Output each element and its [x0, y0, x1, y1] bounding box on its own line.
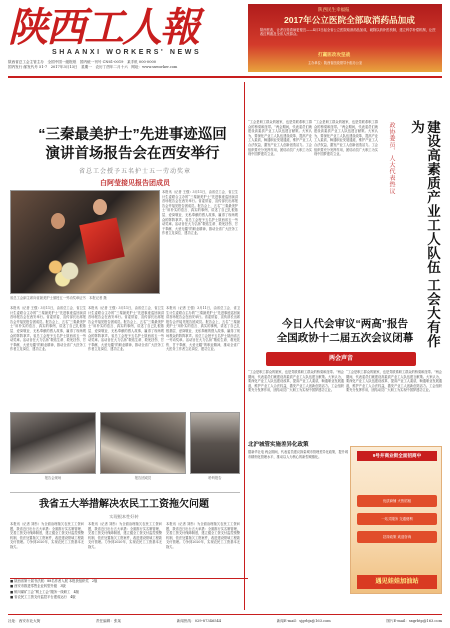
footer-phone: 新闻热线：029-87346544 — [176, 619, 222, 623]
mid-body-col3: 本报讯（记者 刘彤）为全面治理拖欠农民工工资问题，我省近日出台五大举措：全面推行实名制管理，完善工资支付保障制度，建立健全工资支付监控预警机制，依法处置拖欠工资案件，改进建设领域工程款支付管理。力争到2020年，实现农民工工资基本无拖欠。 — [166, 522, 240, 549]
lead-photo[interactable] — [10, 190, 160, 294]
section-divider — [10, 492, 240, 493]
mid-headline[interactable]: 我省五大举措解决农民工工资拖欠问题 — [39, 499, 209, 510]
lead-headline-line1: “三秦最美护士”先进事迹巡回 — [38, 127, 227, 143]
lead-subhead: 省总工会授予五名护士五一劳动奖章 — [78, 168, 191, 175]
right-body-col2: “工会是职工群众的娘家，也是党联系职工群众的桥梁和纽带。”两会期间，代表委员们就建设高素质产业工人队伍建言献策。大家认为，要深化产业工人队伍建设改革，提高产业工人素质，畅通职业发展通道，维护产业工人合法权益，激发产业工人创新创造活力。工会组织要充分发挥作用，团结动员广大职工为实现中国梦建功立业。 — [346, 370, 442, 393]
flower-bouquet — [41, 251, 89, 291]
index-item[interactable]: ■ 陕西省第十届书法展：88名作者入展 本报获组织奖 2版 — [10, 579, 98, 583]
index-item[interactable]: ■ 省农民工工资支付监控平台建成运行 4版 — [10, 595, 76, 600]
masthead-info — [8, 60, 240, 70]
lead-body-col2: 本报讯（记者 王强）3月11日，由省总工会、省卫生计生委联合主办的“三秦最美护士”先进事迹巡回演讲首场报告会在西安举行。省委常委、宣传部长出席报告会并接见报告团成员。报告会上，五名“三秦最美护士”用朴实的语言、真实的事例，讲述了自己扎根基层、爱岗敬业、无私奉献的感人故事，赢得了现场观众的阵阵掌声。省总工会授予五名护士陕西省五一劳动奖章。活动旨在大力弘扬“敬佑生命、救死扶伤、甘于奉献、大爱无疆”的职业精神，推动全省广大医务工作者立足岗位、建功立业。 — [88, 306, 164, 352]
masthead-info-line1: 陕西省总工会主管主办 全国中国一级报纸 国内统一刊号 CN61-0019 某手机 000·0000 — [8, 60, 157, 64]
page-footer — [8, 614, 442, 627]
column-divider — [244, 82, 245, 610]
event-photo-1[interactable] — [10, 412, 96, 474]
mid-subhead: 实现根本性好转 — [109, 514, 139, 519]
ad-slogan: 打赢医改攻坚战 — [318, 52, 351, 57]
photo-caption-2: 报告团成员 — [134, 476, 152, 480]
poster-row: 优质商铺 火热招租 — [357, 495, 437, 507]
person-face — [51, 213, 65, 229]
lead-headline[interactable] — [30, 126, 235, 164]
lead-photo-caption: 省总工会副主席向省最美护士颁授五一劳动奖章证书 本报记者 摄 — [10, 296, 107, 300]
masthead-info-line2: 国内发行 邮发代号 51-7 2017年3月13日 星期一 农历丁酉年二月十六 网址：www.sxworker.com — [8, 65, 178, 69]
lead-subhead2: 白阿莹接见报告团成员 — [100, 178, 170, 187]
photo-caption-1: 报告会现场 — [44, 476, 62, 480]
mid-body-col1: 本报讯（记者 刘彤）为全面治理拖欠农民工工资问题，我省近日出台五大举措：全面推行实名制管理，完善工资支付保障制度，建立健全工资支付监控预警机制，依法处置拖欠工资案件，改进建设领域工程款支付管理。力争到2020年，实现农民工工资基本无拖欠。 — [10, 522, 84, 549]
commercial-poster-ad[interactable] — [350, 446, 442, 594]
footer-email-news[interactable]: 新闻E-mail：sjgrbjz@163.com — [276, 619, 331, 623]
event-photo-3[interactable] — [190, 412, 240, 474]
newspaper-logo-english: SHAANXI WORKERS' NEWS — [52, 49, 202, 56]
right-news[interactable] — [248, 440, 348, 558]
lead-body-col3: 本报讯（记者 王强）3月11日，由省总工会、省卫生计生委联合主办的“三秦最美护士”先进事迹巡回演讲首场报告会在西安举行。省委常委、宣传部长出席报告会并接见报告团成员。报告会上，五名“三秦最美护士”用朴实的语言、真实的事例，讲述了自己扎根基层、爱岗敬业、无私奉献的感人故事，赢得了现场观众的阵阵掌声。省总工会授予五名护士陕西省五一劳动奖章。活动旨在大力弘扬“敬佑生命、救死扶伤、甘于奉献、大爱无疆”的职业精神，推动全省广大医务工作者立足岗位、建功立业。 — [166, 306, 240, 352]
page-index — [10, 578, 248, 612]
lead-body-col1: 本报讯（记者 王强）3月11日，由省总工会、省卫生计生委联合主办的“三秦最美护士”先进事迹巡回演讲首场报告会在西安举行。省委常委、宣传部长出席报告会并接见报告团成员。报告会上，五名“三秦最美护士”用朴实的语言、真实的事例，讲述了自己扎根基层、爱岗敬业、无私奉献的感人故事，赢得了现场观众的阵阵掌声。省总工会授予五名护士陕西省五一劳动奖章。活动旨在大力弘扬“敬佑生命、救死扶伤、甘于奉献、大爱无疆”的职业精神，推动全省广大医务工作者立足岗位、建功立业。 — [10, 306, 86, 352]
lead-headline-line2: 演讲首场报告会在西安举行 — [45, 146, 220, 162]
mid-body-col2: 本报讯（记者 刘彤）为全面治理拖欠农民工工资问题，我省近日出台五大举措：全面推行实名制管理，完善工资支付保障制度，建立健全工资支付监控预警机制，依法处置拖欠工资案件，改进建设领域工程款支付管理。力争到2020年，实现农民工工资基本无拖欠。 — [88, 522, 162, 549]
vertical-story-subtitle: 政协委员、人大代表热议 — [388, 122, 395, 195]
masthead-divider — [8, 76, 442, 78]
person-face — [93, 199, 107, 215]
index-item[interactable]: ■ 西安市推进零售企业转型升级 3版 — [10, 584, 66, 589]
vertical-story-title[interactable]: 建设高素质产业工人队伍 工会大有作为 — [409, 120, 440, 349]
poster-slogan: 遇见娃娃加油站 — [357, 575, 437, 589]
poster-row: 一站式服务 交通便利 — [357, 513, 437, 525]
vertical-story-body-col2: “工会是职工群众的娘家，也是党联系职工群众的桥梁和纽带。”两会期间，代表委员们就建设高素质产业工人队伍建言献策。大家认为，要深化产业工人队伍建设改革，提高产业工人素质，畅通职业发展通道，维护产业工人合法权益，激发产业工人创新创造活力。工会组织要充分发挥作用，团结动员广大职工为实现中国梦建功立业。 — [314, 120, 378, 157]
right-news-title: 北沪城管实施差异化政策 — [248, 442, 309, 448]
right-body-col1: “工会是职工群众的娘家，也是党联系职工群众的桥梁和纽带。”两会期间，代表委员们就建设高素质产业工人队伍建言献策。大家认为，要深化产业工人队伍建设改革，提高产业工人素质，畅通职业发展通道，维护产业工人合法权益，激发产业工人创新创造活力。工会组织要充分发挥作用，团结动员广大职工为实现中国梦建功立业。 — [248, 370, 344, 393]
photo-caption-3: 聆听报告 — [208, 476, 222, 480]
newspaper-logo: 陕西工人報 — [8, 4, 198, 51]
event-photo-2[interactable] — [100, 412, 186, 474]
right-headline[interactable] — [248, 318, 442, 345]
footer-address: 社址：西安市北大街 — [8, 619, 41, 623]
footer-email-photo[interactable]: 图片E-mail：sxgrbtp@163.com — [386, 619, 442, 623]
lead-body-right: 本报讯（记者 王强）3月11日，由省总工会、省卫生计生委联合主办的“三秦最美护士”先进事迹巡回演讲首场报告会在西安举行。省委常委、宣传部长出席报告会并接见报告团成员。报告会上，五名“三秦最美护士”用朴实的语言、真实的事例，讲述了自己扎根基层、爱岗敬业、无私奉献的感人故事，赢得了现场观众的阵阵掌声。省总工会授予五名护士陕西省五一劳动奖章。活动旨在大力弘扬“敬佑生命、救死扶伤、甘于奉献、大爱无疆”的职业精神，推动全省广大医务工作者立足岗位、建功立业。 — [162, 190, 238, 236]
index-item[interactable]: ■ 铜川煤矿工会“网上工会”服务一线职工 4版 — [10, 589, 79, 594]
poster-row: 扶持政策 欢迎咨询 — [357, 531, 437, 543]
ad-note: 主办单位：陕西省医改领导小组办公室 — [308, 61, 363, 65]
right-news-body: 据新华社电 两会期间，代表委员建议探索城市管理差异化政策，提升城市精细化管理水平，推动以人为核心的新型城镇化。 — [248, 450, 348, 459]
right-headline-line2: 全国政协十二届五次会议闭幕 — [276, 331, 414, 344]
ad-title: 2017年公立医院全部取消药品加成 — [284, 15, 415, 25]
right-headline-line1: 今日人代会审议“两高”报告 — [282, 318, 408, 330]
top-right-advertisement[interactable] — [248, 4, 442, 72]
vertical-story-body-col1: “工会是职工群众的娘家，也是党联系职工群众的桥梁和纽带。”两会期间，代表委员们就建设高素质产业工人队伍建言献策。大家认为，要深化产业工人队伍建设改革，提高产业工人素质，畅通职业发展通道，维护产业工人合法权益，激发产业工人创新创造活力。工会组织要充分发挥作用，团结动员广大职工为实现中国梦建功立业。 — [248, 120, 312, 157]
ad-text: 陕西医改，让老百姓看病更便宜——4月1日起全省公立医院取消药品加成，破除以药补医机制，建立科学补偿机制，让医改红利惠及全省人民群众。 — [260, 28, 436, 37]
footer-editor: 责任编辑：张某 — [95, 619, 122, 623]
poster-head: 9号井商业街全面招商中 — [357, 451, 437, 461]
ad-tag: 陕西民生幸福报 — [318, 7, 350, 12]
section-banner: 两会声音 — [266, 352, 416, 366]
